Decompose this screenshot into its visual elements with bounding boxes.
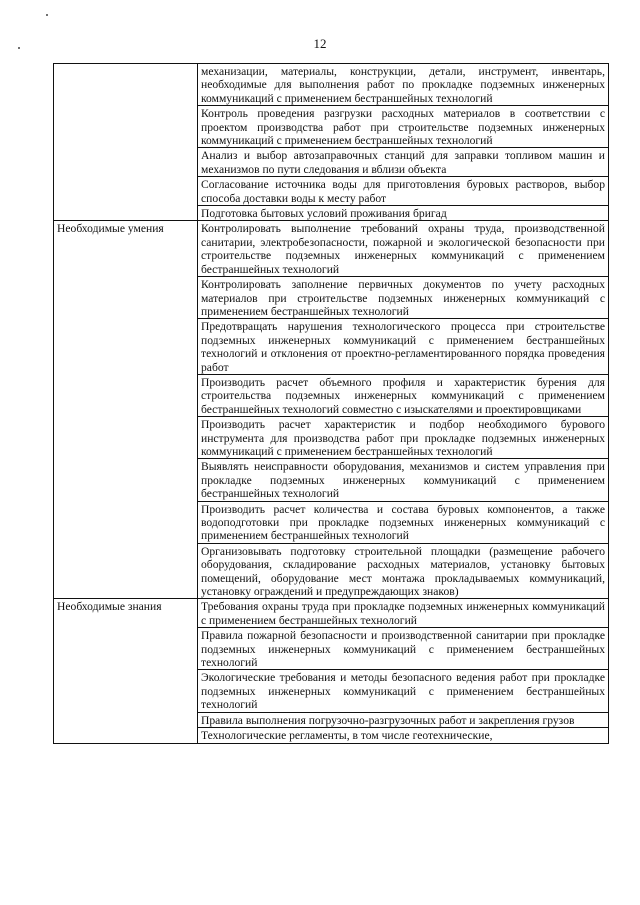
labor-action-cell: Подготовка бытовых условий проживания бригад [198,206,609,221]
competency-table [53,63,609,744]
table-row [54,599,609,628]
knowledge-label: Необходимые знания [54,599,198,743]
skill-cell: Производить расчет объемного профиля и характеристик бурения для строительства подземных инженерных коммуникаций с применением бестраншейных технологий совместно с изыскателями и проектировщиками [198,374,609,416]
scan-speck [18,47,20,49]
knowledge-cell: Правила выполнения погрузочно-разгрузочных работ и закрепления грузов [198,712,609,727]
labor-action-cell: механизации, материалы, конструкции, детали, инструмент, инвентарь, необходимые для выполнения работ по прокладке подземных инженерных коммуникаций с применением бестраншейных технологий [198,64,609,106]
table-row [54,64,609,106]
knowledge-cell: Требования охраны труда при прокладке подземных инженерных коммуникаций с применением бестраншейных технологий [198,599,609,628]
skill-cell: Контролировать заполнение первичных документов по учету расходных материалов при строительстве подземных инженерных коммуникаций с применением бестраншейных технологий [198,277,609,319]
skill-cell: Предотвращать нарушения технологического процесса при строительстве подземных инженерных коммуникаций с применением бестраншейных технологий и отклонения от проектно-регламентированного порядка проведения работ [198,319,609,375]
knowledge-cell: Правила пожарной безопасности и производственной санитарии при прокладке подземных инженерных коммуникаций с применением бестраншейных технологий [198,628,609,670]
labor-action-cell: Контроль проведения разгрузки расходных материалов в соответствии с проектом производства работ при строительстве подземных инженерных коммуникаций с применением бестраншейных технологий [198,106,609,148]
labor-action-cell: Согласование источника воды для приготовления буровых растворов, выбор способа доставки воды к месту работ [198,177,609,206]
skill-cell: Производить расчет количества и состава буровых компонентов, а также водоподготовки при прокладке подземных инженерных коммуникаций с применением бестраншейных технологий [198,501,609,543]
empty-label-cell [54,64,198,221]
page-number: 12 [313,36,327,51]
table-row [54,221,609,277]
skill-cell: Выявлять неисправности оборудования, механизмов и систем управления при прокладке подземных инженерных коммуникаций с применением бестраншейных технологий [198,459,609,501]
skills-label: Необходимые умения [54,221,198,599]
page-bottom-margin [0,860,640,905]
skill-cell: Контролировать выполнение требований охраны труда, производственной санитарии, электробезопасности, пожарной и экологической безопасности при строительстве подземных инженерных коммуникаций с применением бестраншейных технологий [198,221,609,277]
knowledge-cell: Технологические регламенты, в том числе геотехнические, [198,728,609,743]
knowledge-cell: Экологические требования и методы безопасного ведения работ при прокладке подземных инженерных коммуникаций с применением бестраншейных технологий [198,670,609,712]
labor-action-cell: Анализ и выбор автозаправочных станций для заправки топливом машин и механизмов по пути следования и вблизи объекта [198,148,609,177]
scan-speck [46,14,48,16]
skill-cell: Организовывать подготовку строительной площадки (размещение рабочего оборудования, складирование расходных материалов, установку бытовых помещений, оборудование мест монтажа прокладываемых коммуникаций, установку ограждений и предупреждающих знаков) [198,543,609,599]
skill-cell: Производить расчет характеристик и подбор необходимого бурового инструмента для производства работ при прокладке подземных инженерных коммуникаций с применением бестраншейных технологий [198,417,609,459]
